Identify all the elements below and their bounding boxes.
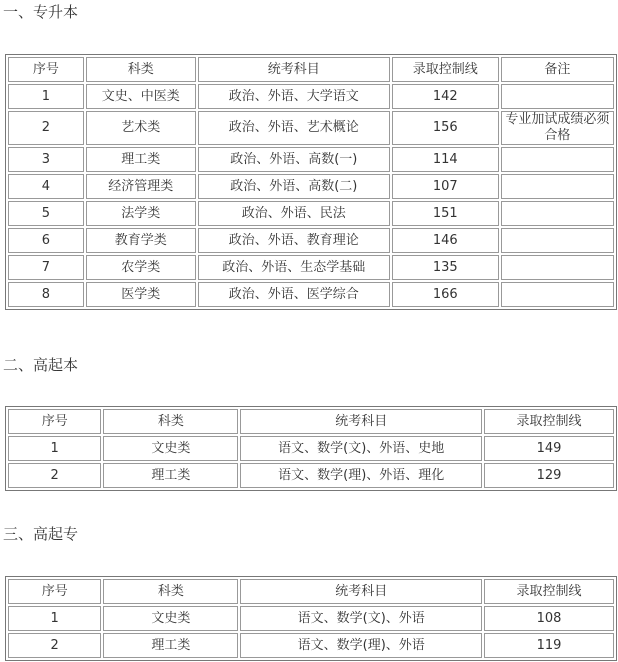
table-cell: 6: [8, 228, 84, 253]
table-cell: 3: [8, 147, 84, 172]
table-row: [8, 174, 614, 199]
table-cell: [501, 174, 614, 199]
table-cell: 1: [8, 436, 101, 461]
table-cell: 119: [484, 633, 614, 658]
table-cell: 166: [392, 282, 499, 307]
table-cell: 146: [392, 228, 499, 253]
column-header: 录取控制线: [484, 409, 614, 434]
table-cell: 5: [8, 201, 84, 226]
table-row: [8, 84, 614, 109]
table-cell: 政治、外语、大学语文: [198, 84, 390, 109]
column-header: 序号: [8, 57, 84, 82]
table-cell: 政治、外语、艺术概论: [198, 111, 390, 145]
table-cell: 政治、外语、高数(一): [198, 147, 390, 172]
table-cell: 108: [484, 606, 614, 631]
table-cell: 2: [8, 463, 101, 488]
table-cell: 政治、外语、教育理论: [198, 228, 390, 253]
column-header: 科类: [103, 409, 238, 434]
table-row: [8, 111, 614, 145]
table-cell: 4: [8, 174, 84, 199]
table-cell: 语文、数学(文)、外语、史地: [240, 436, 482, 461]
table-row: [8, 463, 614, 488]
column-header: 统考科目: [198, 57, 390, 82]
table-cell: [501, 255, 614, 280]
section-title-gaoqiben: 二、高起本: [3, 356, 79, 374]
zhuanshengben-table: [5, 54, 617, 310]
column-header: 序号: [8, 579, 101, 604]
section-title-gaoqizhuan: 三、高起专: [3, 525, 79, 543]
table-cell: 教育学类: [86, 228, 196, 253]
table-header-row: [8, 579, 614, 604]
table-cell: [501, 228, 614, 253]
column-header: 备注: [501, 57, 614, 82]
table-cell: 2: [8, 633, 101, 658]
table-cell: 经济管理类: [86, 174, 196, 199]
table-cell: 艺术类: [86, 111, 196, 145]
table-cell: 语文、数学(理)、外语: [240, 633, 482, 658]
table-cell: 专业加试成绩必须合格: [501, 111, 614, 145]
table-cell: 142: [392, 84, 499, 109]
table-cell: 法学类: [86, 201, 196, 226]
table-cell: 1: [8, 606, 101, 631]
table-cell: 政治、外语、医学综合: [198, 282, 390, 307]
table-cell: 语文、数学(理)、外语、理化: [240, 463, 482, 488]
table-cell: 135: [392, 255, 499, 280]
table-row: [8, 255, 614, 280]
table-cell: 149: [484, 436, 614, 461]
table-cell: 文史类: [103, 436, 238, 461]
column-header: 统考科目: [240, 409, 482, 434]
table-row: [8, 228, 614, 253]
table-cell: [501, 201, 614, 226]
column-header: 科类: [103, 579, 238, 604]
table-cell: 151: [392, 201, 499, 226]
table-row: [8, 436, 614, 461]
table-cell: 114: [392, 147, 499, 172]
table-cell: 1: [8, 84, 84, 109]
table-cell: 107: [392, 174, 499, 199]
table-row: [8, 201, 614, 226]
table-row: [8, 633, 614, 658]
table-cell: 政治、外语、民法: [198, 201, 390, 226]
table-cell: 政治、外语、高数(二): [198, 174, 390, 199]
column-header: 统考科目: [240, 579, 482, 604]
table-cell: 理工类: [86, 147, 196, 172]
column-header: 录取控制线: [484, 579, 614, 604]
column-header: 序号: [8, 409, 101, 434]
table-row: [8, 147, 614, 172]
table-header-row: [8, 57, 614, 82]
table-cell: 文史类: [103, 606, 238, 631]
column-header: 录取控制线: [392, 57, 499, 82]
table-cell: 农学类: [86, 255, 196, 280]
table-cell: 2: [8, 111, 84, 145]
table-header-row: [8, 409, 614, 434]
table-cell: 7: [8, 255, 84, 280]
table-row: [8, 282, 614, 307]
table-cell: 理工类: [103, 633, 238, 658]
table-row: [8, 606, 614, 631]
table-cell: 语文、数学(文)、外语: [240, 606, 482, 631]
table-cell: [501, 84, 614, 109]
table-cell: 理工类: [103, 463, 238, 488]
column-header: 科类: [86, 57, 196, 82]
table-cell: [501, 282, 614, 307]
gaoqizhuan-table: [5, 576, 617, 661]
table-cell: [501, 147, 614, 172]
gaoqiben-table: [5, 406, 617, 491]
table-cell: 文史、中医类: [86, 84, 196, 109]
table-cell: 8: [8, 282, 84, 307]
section-title-zhuanshengben: 一、专升本: [3, 3, 79, 21]
table-cell: 医学类: [86, 282, 196, 307]
table-cell: 156: [392, 111, 499, 145]
table-cell: 政治、外语、生态学基础: [198, 255, 390, 280]
table-cell: 129: [484, 463, 614, 488]
